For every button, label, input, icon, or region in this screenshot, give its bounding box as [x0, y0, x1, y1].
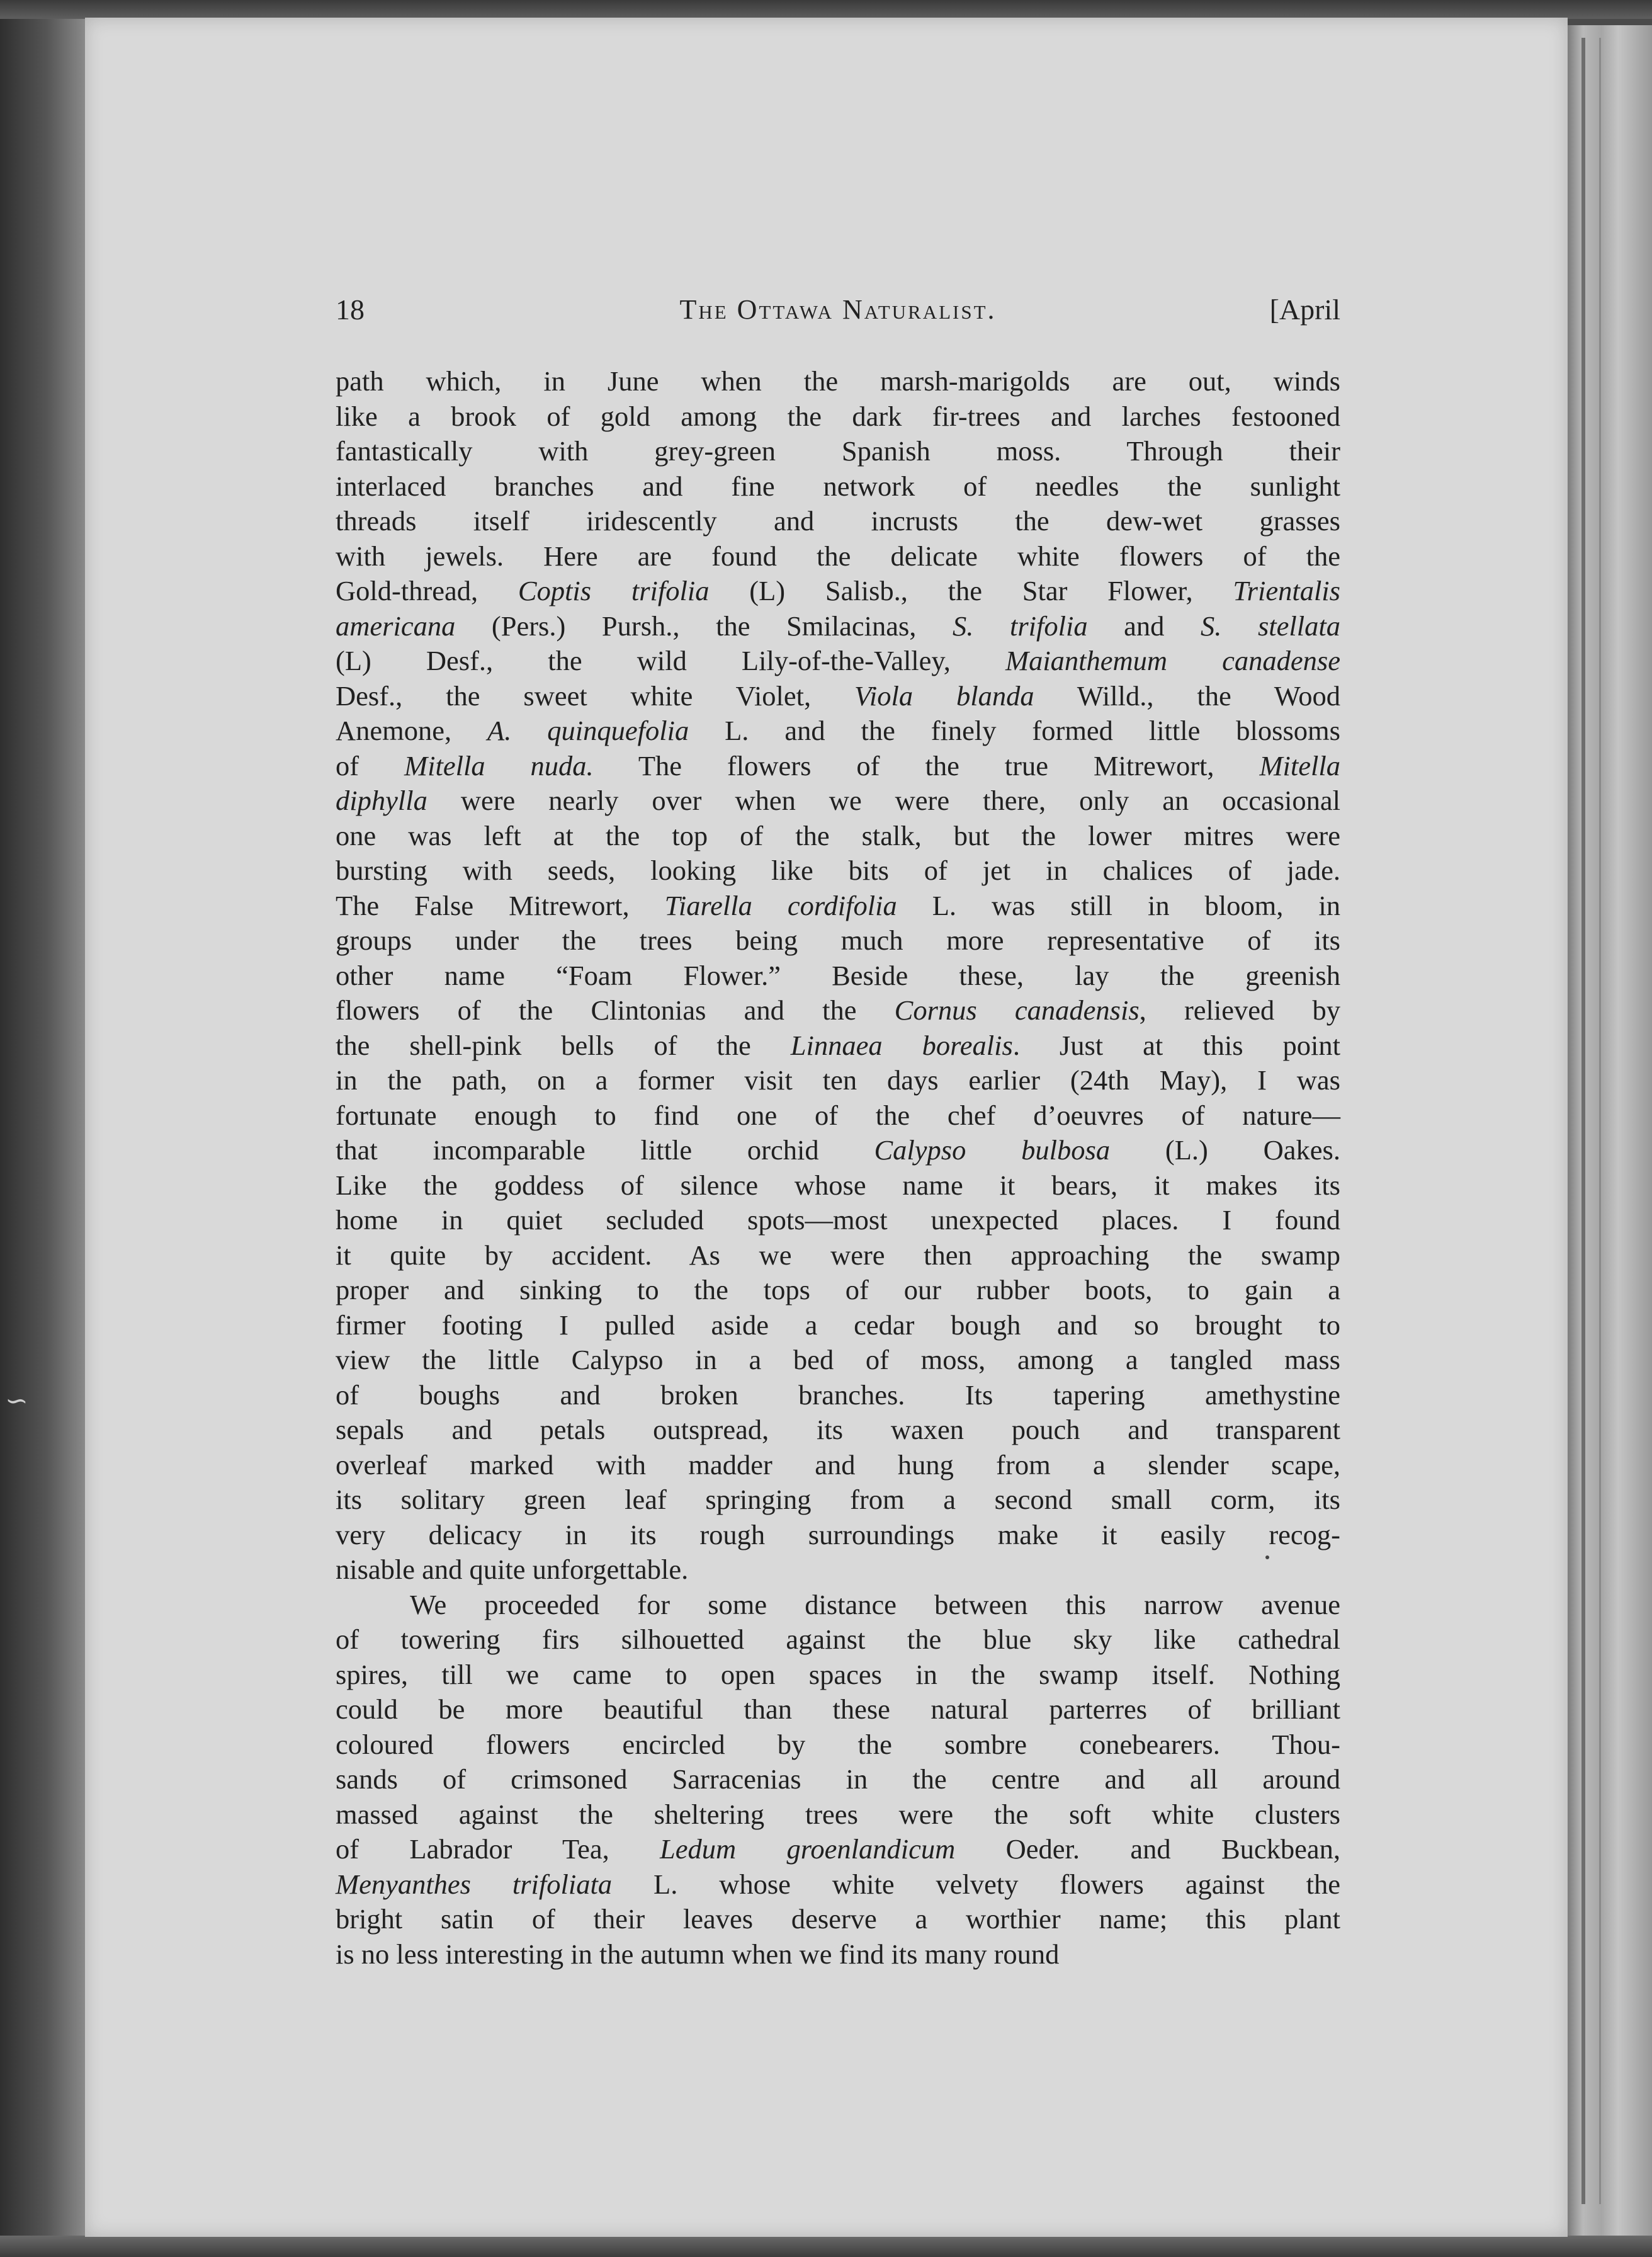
text-segment: We proceeded for some distance between this narrow avenue — [410, 1588, 1340, 1620]
text-segment: sands of crimsoned Sarracenias in the centre and all around — [336, 1763, 1340, 1795]
page-edge-shadow — [1581, 38, 1585, 2204]
text-segment: (L) Salisb., the Star Flower, — [709, 575, 1233, 606]
text-segment: (L.) Oakes. — [1110, 1134, 1341, 1166]
text-line — [336, 1588, 1340, 1623]
text-segment: of — [336, 749, 405, 782]
species-name: Viola blanda — [854, 679, 1034, 712]
species-name: S. trifolia — [953, 610, 1088, 642]
text-line — [336, 609, 1340, 644]
text-line — [336, 1343, 1340, 1378]
text-line — [336, 819, 1340, 854]
text-segment: fortunate enough to find one of the chef d’oeuvres of nature— — [336, 1099, 1340, 1131]
text-segment: sepals and petals outspread, its waxen pouch and transparent — [336, 1414, 1340, 1445]
text-segment: (Pers.) Pursh., the Smilacinas, — [455, 610, 953, 642]
species-name: Linnaea borealis — [790, 1029, 1013, 1061]
text-segment: firmer footing I pulled aside a cedar bough and so brought to — [336, 1309, 1340, 1341]
text-line — [336, 364, 1340, 399]
text-line — [336, 1203, 1340, 1238]
page-number: 18 — [336, 293, 365, 326]
text-segment: of Labrador Tea, — [336, 1833, 660, 1865]
species-name: diphylla — [336, 785, 427, 816]
text-segment: bright satin of their leaves deserve a worthier name; this plant — [336, 1903, 1340, 1935]
species-name: Calypso bulbosa — [874, 1134, 1111, 1166]
text-segment: Oeder. and Buckbean, — [955, 1833, 1340, 1865]
text-segment: (L) Desf., the wild Lily-of-the-Valley, — [336, 645, 1005, 676]
scan-border-top — [0, 0, 1652, 19]
species-name: Mitella nuda. — [404, 749, 594, 782]
text-line — [336, 1308, 1340, 1343]
text-line — [336, 434, 1340, 469]
text-line — [336, 1098, 1340, 1134]
text-line — [336, 853, 1340, 889]
species-name: Menyanthes trifoliata — [336, 1868, 613, 1900]
text-segment: L. was still in bloom, in — [897, 889, 1340, 921]
species-name: Tiarella cordifolia — [664, 889, 897, 921]
text-line — [336, 644, 1340, 679]
text-line — [336, 1448, 1340, 1483]
text-segment: nisable and quite unforgettable. — [336, 1554, 689, 1585]
text-line — [336, 504, 1340, 539]
text-segment: were nearly over when we were there, only an occasional — [427, 785, 1340, 816]
text-line — [336, 1762, 1340, 1797]
text-line — [336, 1273, 1340, 1308]
text-line — [336, 1902, 1340, 1937]
issue-month: [April — [1269, 293, 1340, 326]
running-title: The Ottawa Naturalist. — [679, 294, 997, 325]
text-segment: coloured flowers encircled by the sombre conebearers. Thou- — [336, 1728, 1340, 1760]
text-line — [336, 1727, 1340, 1763]
text-segment: Desf., the sweet white Violet, — [336, 679, 855, 712]
species-name: americana — [336, 610, 456, 642]
text-segment: L. whose white velvety flowers against the — [612, 1868, 1340, 1900]
text-segment: L. and the finely formed little blossoms — [689, 715, 1340, 746]
text-segment: threads itself iridescently and incrusts the dew-wet grasses — [336, 505, 1340, 537]
text-line — [336, 713, 1340, 749]
text-segment: fantastically with grey-green Spanish moss. Through their — [336, 435, 1340, 467]
scan-border-left — [0, 0, 85, 2257]
text-line — [336, 574, 1340, 609]
text-line — [336, 1063, 1340, 1098]
species-name: A. quinquefolia — [487, 715, 689, 746]
text-segment: is no less interesting in the autumn when we find its many round — [336, 1938, 1060, 1970]
text-segment: proper and sinking to the tops of our rubber boots, to gain a — [336, 1274, 1340, 1305]
text-segment: one was left at the top of the stalk, but the lower mitres were — [336, 819, 1340, 851]
text-line — [336, 469, 1340, 504]
species-name: Trientalis — [1233, 575, 1340, 606]
text-line — [336, 749, 1340, 784]
text-line — [336, 1797, 1340, 1833]
species-name: Coptis trifolia — [518, 575, 710, 606]
text-segment: The False Mitrewort, — [336, 889, 665, 921]
text-line — [336, 1378, 1340, 1413]
text-segment: , relieved by — [1139, 994, 1340, 1026]
text-segment: massed against the sheltering trees were the soft white clusters — [336, 1798, 1340, 1830]
text-segment: could be more beautiful than these natural parterres of brilliant — [336, 1693, 1340, 1725]
text-segment: very delicacy in its rough surroundings make it easily recog- — [336, 1518, 1340, 1550]
text-segment: spires, till we came to open spaces in the swamp itself. Nothing — [336, 1658, 1340, 1690]
text-segment: flowers of the Clintonias and the — [336, 994, 895, 1026]
text-line — [336, 958, 1340, 994]
text-segment: of boughs and broken branches. Its tapering amethystine — [336, 1379, 1340, 1411]
text-line — [336, 1413, 1340, 1448]
text-line — [336, 1867, 1340, 1902]
text-line — [336, 1482, 1340, 1518]
text-segment: path which, in June when the marsh-marigolds are out, winds — [336, 365, 1340, 397]
text-line — [336, 679, 1340, 714]
species-name: Ledum groenlandicum — [660, 1833, 956, 1865]
body-text — [336, 364, 1340, 1972]
text-segment: interlaced branches and fine network of needles the sunlight — [336, 470, 1340, 502]
text-segment: Anemone, — [336, 715, 488, 746]
text-segment: the shell-pink bells of the — [336, 1029, 791, 1061]
text-segment: Gold-thread, — [336, 575, 518, 606]
speck — [1265, 1555, 1269, 1559]
text-line — [336, 1832, 1340, 1867]
text-segment: view the little Calypso in a bed of moss, among a tangled mass — [336, 1344, 1340, 1375]
species-name: Cornus canadensis — [894, 994, 1140, 1026]
text-segment: Like the goddess of silence whose name it bears, it makes its — [336, 1169, 1340, 1201]
text-line — [336, 399, 1340, 435]
text-line — [336, 923, 1340, 958]
text-segment: in the path, on a former visit ten days earlier (24th May), I was — [336, 1064, 1340, 1096]
text-segment: home in quiet secluded spots—most unexpected places. I found — [336, 1204, 1340, 1236]
text-line — [336, 1238, 1340, 1273]
page-header — [336, 291, 1340, 329]
text-segment: Willd., the Wood — [1034, 679, 1340, 712]
species-name: Mitella — [1259, 749, 1340, 782]
text-segment: bursting with seeds, looking like bits of jet in chalices of jade. — [336, 855, 1340, 886]
text-line — [336, 1657, 1340, 1693]
text-line — [336, 889, 1340, 924]
text-segment: it quite by accident. As we were then approaching the swamp — [336, 1239, 1340, 1271]
text-line — [336, 993, 1340, 1028]
margin-mark-icon: ∽ — [5, 1385, 28, 1416]
text-segment: its solitary green leaf springing from a second small corm, its — [336, 1484, 1340, 1515]
text-segment: and — [1087, 610, 1201, 642]
text-line — [336, 783, 1340, 819]
species-name: S. stellata — [1201, 610, 1340, 642]
text-segment: overleaf marked with madder and hung from a slender scape, — [336, 1448, 1340, 1481]
text-segment: like a brook of gold among the dark fir-trees and larches festooned — [336, 400, 1340, 432]
text-segment: of towering firs silhouetted against the blue sky like cathedral — [336, 1623, 1340, 1655]
text-line — [336, 1692, 1340, 1727]
scan-border-bottom — [0, 2236, 1652, 2257]
text-line — [336, 1168, 1340, 1203]
text-segment: with jewels. Here are found the delicate white flowers of the — [336, 540, 1340, 572]
text-segment: . Just at this point — [1012, 1029, 1341, 1061]
text-line — [336, 1552, 1340, 1588]
text-segment: The flowers of the true Mitrewort, — [593, 749, 1260, 782]
page-edge-shadow — [1599, 38, 1601, 2204]
page-edge — [1568, 25, 1652, 2236]
text-segment: that incomparable little orchid — [336, 1134, 874, 1166]
text-segment: groups under the trees being much more representative of its — [336, 924, 1340, 956]
text-line — [336, 1133, 1340, 1168]
text-line — [336, 1622, 1340, 1657]
text-line — [336, 539, 1340, 574]
species-name: Maianthemum canadense — [1005, 645, 1340, 676]
text-segment: other name “Foam Flower.” Beside these, lay the greenish — [336, 959, 1340, 991]
text-line — [336, 1518, 1340, 1553]
text-line — [336, 1937, 1340, 1972]
text-line — [336, 1028, 1340, 1064]
